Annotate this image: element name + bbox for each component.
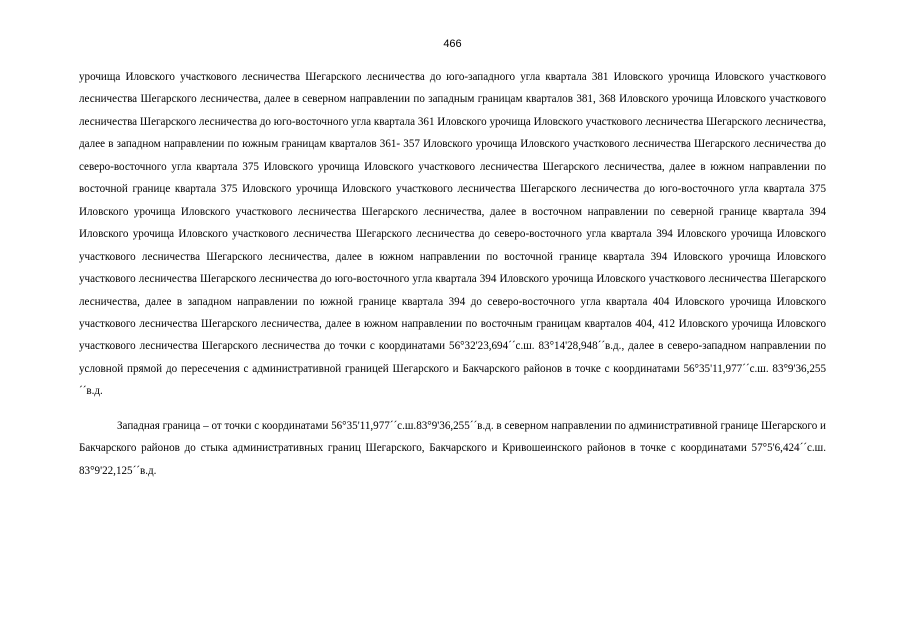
document-body [79, 66, 826, 482]
paragraph-western-boundary: Западная граница – от точки с координатами 56°35'11,977´´с.ш.83°9'36,255´´в.д. в северном направлении по административной границе Шегарского и Бакчарского районов до стыка административных границ Шегарского, Бакчарского и Кривошеинского районов в точке с координатами 57°5'6,424´´с.ш. 83°9'22,125´´в.д. [79, 419, 826, 477]
page-number: 466 [443, 38, 462, 50]
paragraph-boundary-continuation: урочища Иловского участкового лесничества Шегарского лесничества до юго-западного угла квартала 381 Иловского урочища Иловского участкового лесничества Шегарского лесничества, далее в северном направлении по западным границам кварталов 381, 368 Иловского урочища Иловского участкового лесничества Шегарского лесничества до юго-восточного угла квартала 361 Иловского урочища Иловского участкового лесничества Шегарского лесничества, далее в западном направлении по южным границам кварталов 361- 357 Иловского урочища Иловского участкового лесничества Шегарского лесничества до северо-восточного угла квартала 375 Иловского урочища Иловского участкового лесничества Шегарского лесничества, далее в южном направлении по восточной границе квартала 375 Иловского урочища Иловского участкового лесничества Шегарского лесничества до юго-восточного угла квартала 375 Иловского урочища Иловского участкового лесничества Шегарского лесничества, далее в восточном направлении по северной границе квартала 394 Иловского урочища Иловского участкового лесничества Шегарского лесничества до северо-восточного угла квартала 394 Иловского урочища Иловского участкового лесничества Шегарского лесничества, далее в южном направлении по восточной границе квартала 394 Иловского урочища Иловского участкового лесничества Шегарского лесничества до юго-восточного угла квартала 394 Иловского урочища Иловского участкового лесничества Шегарского лесничества, далее в западном направлении по южной границе квартала 394 до северо-восточного угла квартала 404 Иловского урочища Иловского участкового лесничества Шегарского лесничества, далее в южном направлении по восточным границам кварталов 404, 412 Иловского урочища Иловского участкового лесничества Шегарского лесничества до точки с координатами 56°32'23,694´´с.ш. 83°14'28,948´´в.д., далее в северо-западном направлении по условной прямой до пересечения с административной границей Шегарского и Бакчарского районов в точке с координатами 56°35'11,977´´с.ш. 83°9'36,255´´в.д. [79, 71, 827, 398]
